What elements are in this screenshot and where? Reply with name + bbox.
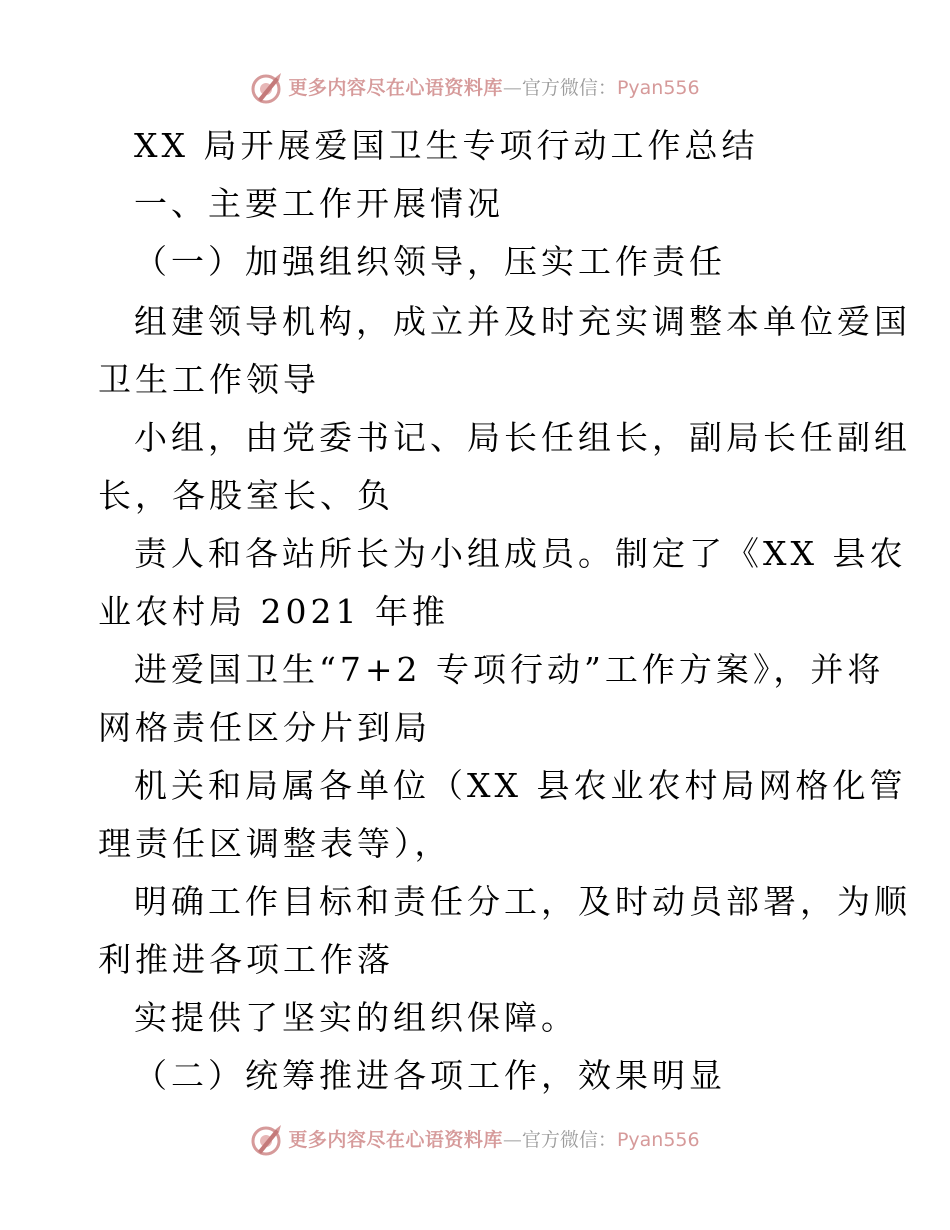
banner-main-text: 更多内容尽在心语资料库: [288, 1129, 503, 1151]
paragraph-line: 实提供了坚实的组织保障。: [134, 998, 578, 1037]
banner-wechat-label: 官方微信：: [521, 1129, 617, 1151]
paragraph-line: 卫生工作领导: [98, 360, 320, 399]
subsection-heading: （一）加强组织领导，压实工作责任: [134, 242, 726, 281]
document-title: XX 局开展爱国卫生专项行动工作总结: [134, 126, 759, 165]
paragraph-line: 业农村局 2021 年推: [98, 592, 449, 631]
paragraph-line: 组建领导机构，成立并及时充实调整本单位爱国: [134, 302, 911, 341]
banner-separator: —: [502, 1129, 522, 1151]
banner-main-text: 更多内容尽在心语资料库: [288, 77, 503, 99]
footer-watermark-banner: [0, 1120, 950, 1160]
paragraph-line: 进爱国卫生“7+2 专项行动”工作方案》，并将: [134, 650, 885, 689]
paragraph-line: 网格责任区分片到局: [98, 708, 431, 747]
paragraph-line: 理责任区调整表等），: [98, 824, 452, 863]
banner-wechat-label: 官方微信：: [521, 77, 617, 99]
paragraph-line: 小组，由党委书记、局长任组长，副局长任副组: [134, 418, 911, 457]
paragraph-line: 机关和局属各单位（XX 县农业农村局网格化管: [134, 766, 907, 805]
subsection-heading: （二）统筹推进各项工作，效果明显: [134, 1056, 726, 1095]
paragraph-line: 长，各股室长、负: [98, 476, 394, 515]
banner-wechat-id: Pyan556: [616, 77, 700, 99]
banner-separator: —: [502, 77, 522, 99]
quill-logo-icon: [250, 1123, 284, 1157]
paragraph-line: 利推进各项工作落: [98, 940, 394, 979]
banner-wechat-id: Pyan556: [616, 1129, 700, 1151]
section-heading: 一、主要工作开展情况: [134, 184, 504, 223]
paragraph-line: 明确工作目标和责任分工，及时动员部署，为顺: [134, 882, 911, 921]
paragraph-line: 责人和各站所长为小组成员。制定了《XX 县农: [134, 534, 907, 573]
